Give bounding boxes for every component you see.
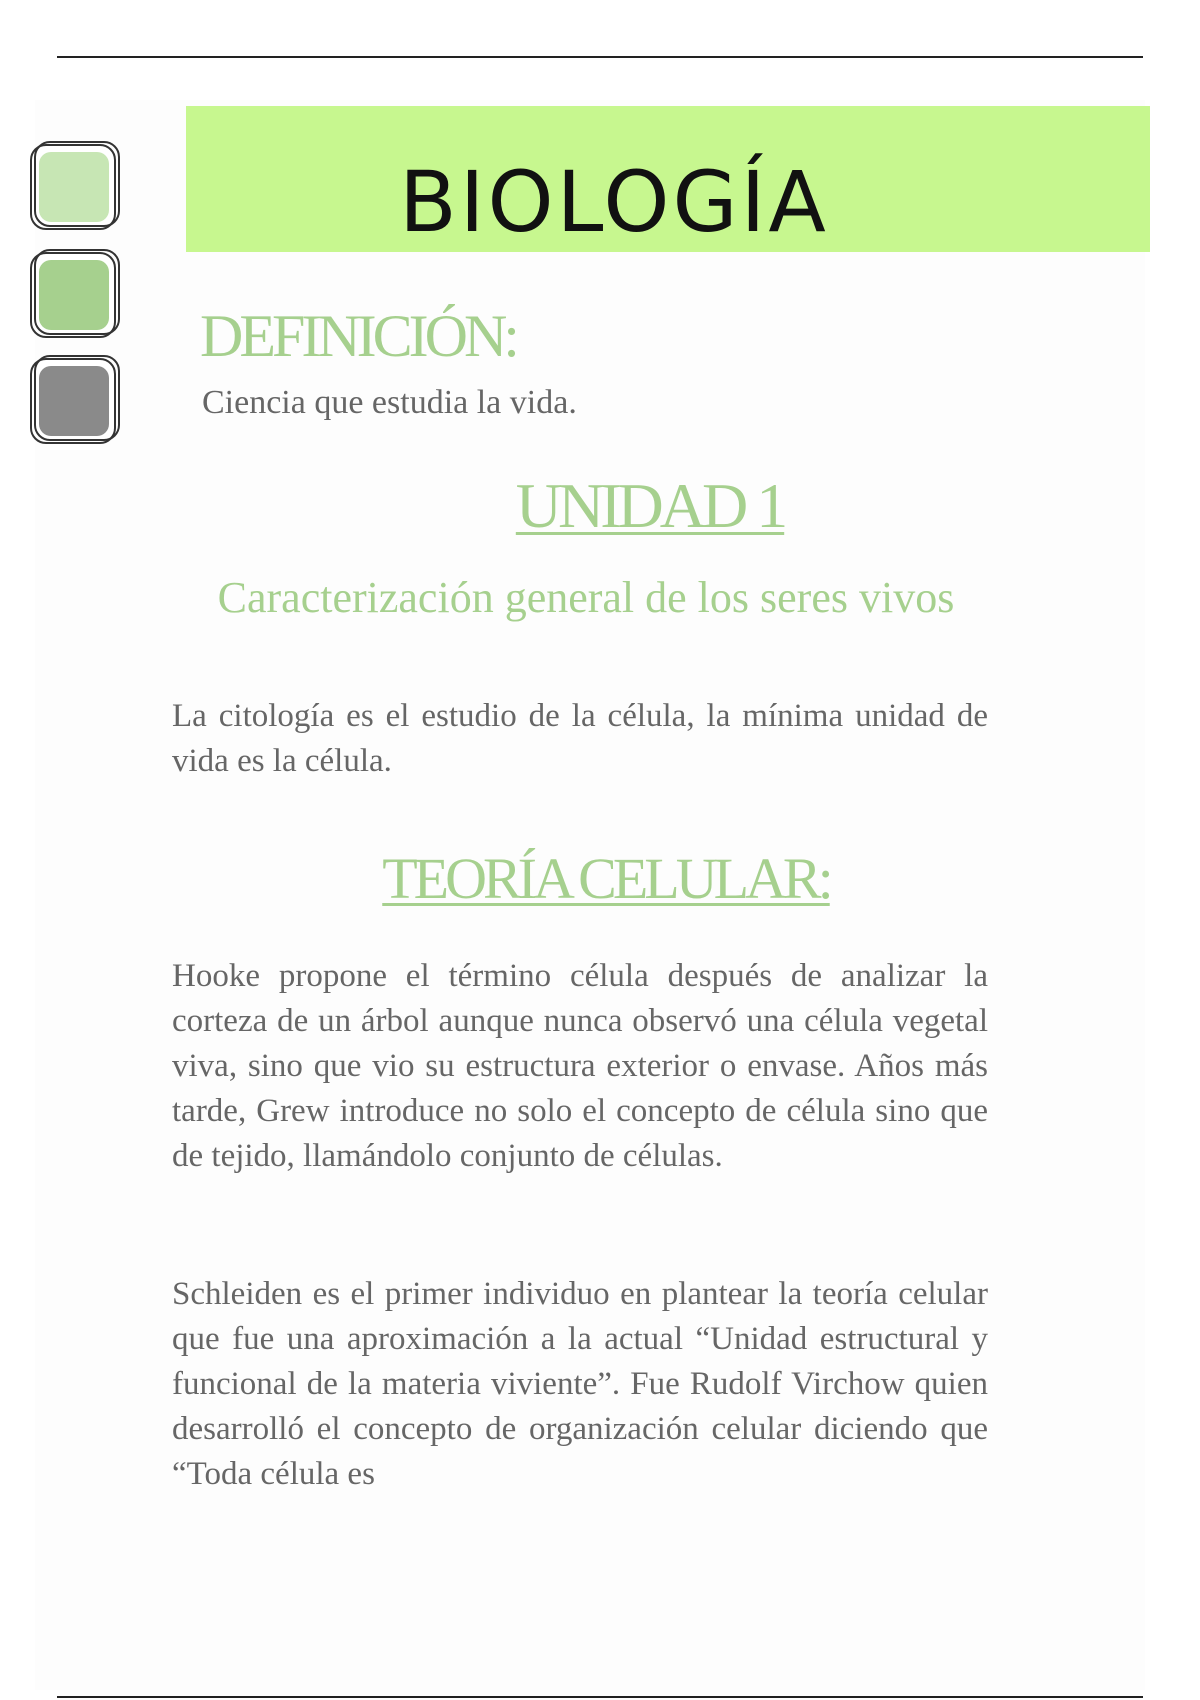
swatch-outline-offset (34, 355, 120, 441)
unit-heading: UNIDAD 1 (515, 470, 785, 541)
color-swatch-gray (30, 358, 116, 444)
page-title: BIOLOGÍA (399, 153, 829, 251)
definition-heading: DEFINICIÓN: (200, 303, 516, 369)
color-swatch-green (30, 252, 116, 338)
cytology-paragraph: La citología es el estudio de la célula, la mínima unidad de vida es la célula. (172, 698, 988, 779)
hooke-paragraph: Hooke propone el término célula después de analizar la corteza de un árbol aunque nunca observó una célula vegetal viva, sino que vio su estructura exterior o envase. Años más tarde, Grew introduce no solo el concepto de célula sino que de tejido, llamándolo conjunto de células. (172, 958, 988, 1174)
definition-text: Ciencia que estudia la vida. (202, 384, 577, 421)
swatch-outline-offset (34, 249, 120, 335)
cell-theory-heading: TEORÍA CELULAR: (382, 846, 830, 911)
top-rule (57, 56, 1143, 58)
unit-subheading: Caracterización general de los seres vivos (217, 573, 955, 622)
schleiden-paragraph: Schleiden es el primer individuo en plantear la teoría celular que fue una aproximación a la actual “Unidad estructural y funcional de la materia viviente”. Fue Rudolf Virchow quien desarrolló el concepto de organización celular diciendo que “Toda célula es (172, 1276, 988, 1492)
bottom-rule (57, 1696, 1143, 1698)
